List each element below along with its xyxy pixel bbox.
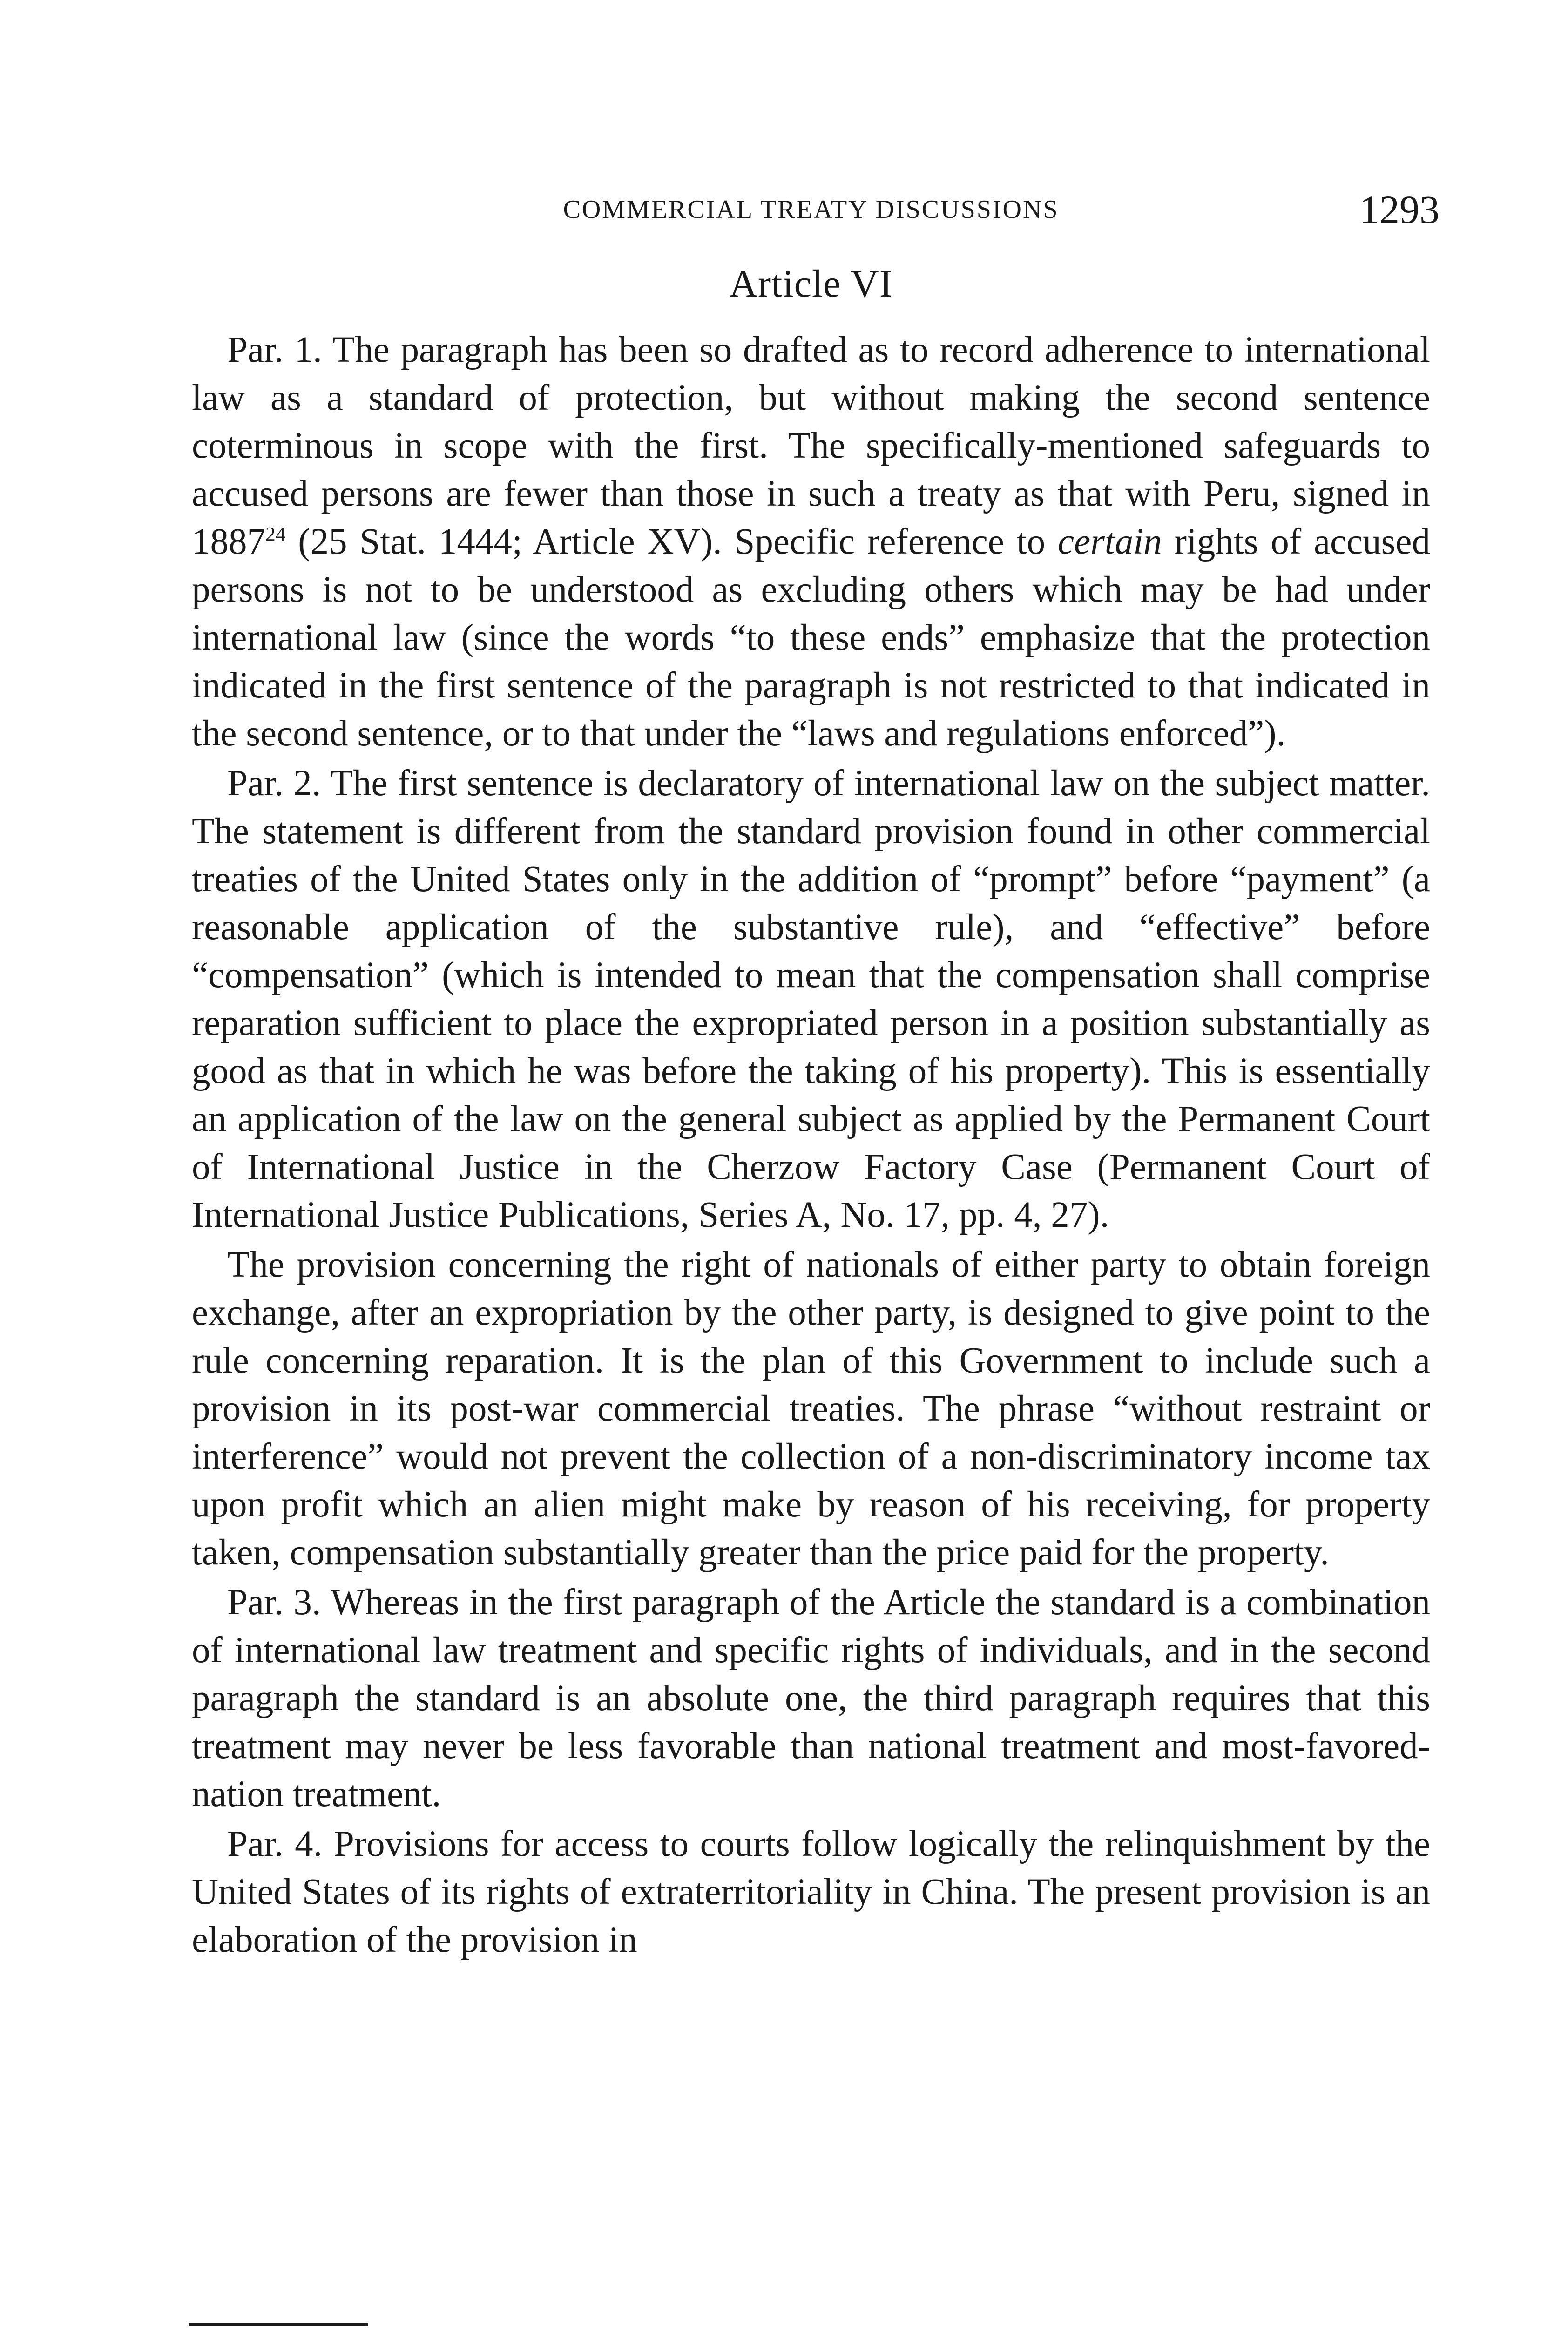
- paragraph-text: rights of accused persons is not to be understood as excluding others which may be had under international law (since the words “to these ends” emphasize that the protection indicated in the first sentence of the paragraph is not restricted to that indicated in the second sentence, or to that under the “laws and regulations enforced”).: [192, 521, 1430, 754]
- paragraph-text: (25 Stat. 1444; Article XV). Specific reference to: [285, 521, 1058, 562]
- running-head: [192, 184, 1440, 235]
- paragraph-par-3: Par. 3. Whereas in the first paragraph of the Article the standard is a combination of international law treatment and specific rights of individuals, and in the second paragraph the standard is an absolute one, the third paragraph requires that this treatment may never be less favorable than national treatment and most-favored-nation treatment.: [192, 1582, 1430, 1814]
- paragraph-par-2: Par. 2. The first sentence is declaratory of international law on the subject matter. The statement is different from the standard provision found in other commercial treaties of the United States only in the addition of “prompt” before “payment” (a reasonable application of the substantive rule), and “effective” before “compensation” (which is intended to mean that the compensation shall comprise reparation sufficient to place the expropriated person in a position substantially as good as that in which he was before the taking of his property). This is essentially an application of the law on the general subject as applied by the Permanent Court of International Justice in the Cherzow Factory Case (Permanent Court of International Justice Publications, Series A, No. 17, pp. 4, 27).: [192, 763, 1430, 1235]
- page-number: 1293: [1359, 187, 1440, 232]
- emphasized-word: certain: [1057, 521, 1162, 562]
- footnote-divider: [189, 2323, 368, 2326]
- footnote-reference: 24: [265, 523, 286, 546]
- paragraph-par-1: [192, 326, 1430, 758]
- paragraph-text: Par. 1. The paragraph has been so drafted as to record adherence to international law as a standard of protection, but without making the second sentence coterminous in scope with the first. The specifically-mentioned safeguards to accused persons are fewer than those in such a treaty as that with Peru, signed in 1887: [192, 330, 1430, 562]
- body-text: [192, 326, 1430, 1964]
- paragraph-foreign-exchange: The provision concerning the right of nationals of either party to obtain foreign exchange, after an expropriation by the other party, is designed to give point to the rule concerning reparation. It is the plan of this Government to include such a provision in its post-war commercial treaties. The phrase “without restraint or interference” would not prevent the collection of a non-discriminatory income tax upon profit which an alien might make by reason of his receiving, for property taken, compensation substantially greater than the price paid for the property.: [192, 1245, 1430, 1573]
- paragraph-par-4: Par. 4. Provisions for access to courts follow logically the relinquishment by the United States of its rights of extraterritoriality in China. The present provision is an elaboration of the provision in: [192, 1824, 1430, 1960]
- article-heading: Article VI: [729, 262, 893, 305]
- running-title: COMMERCIAL TREATY DISCUSSIONS: [563, 195, 1059, 224]
